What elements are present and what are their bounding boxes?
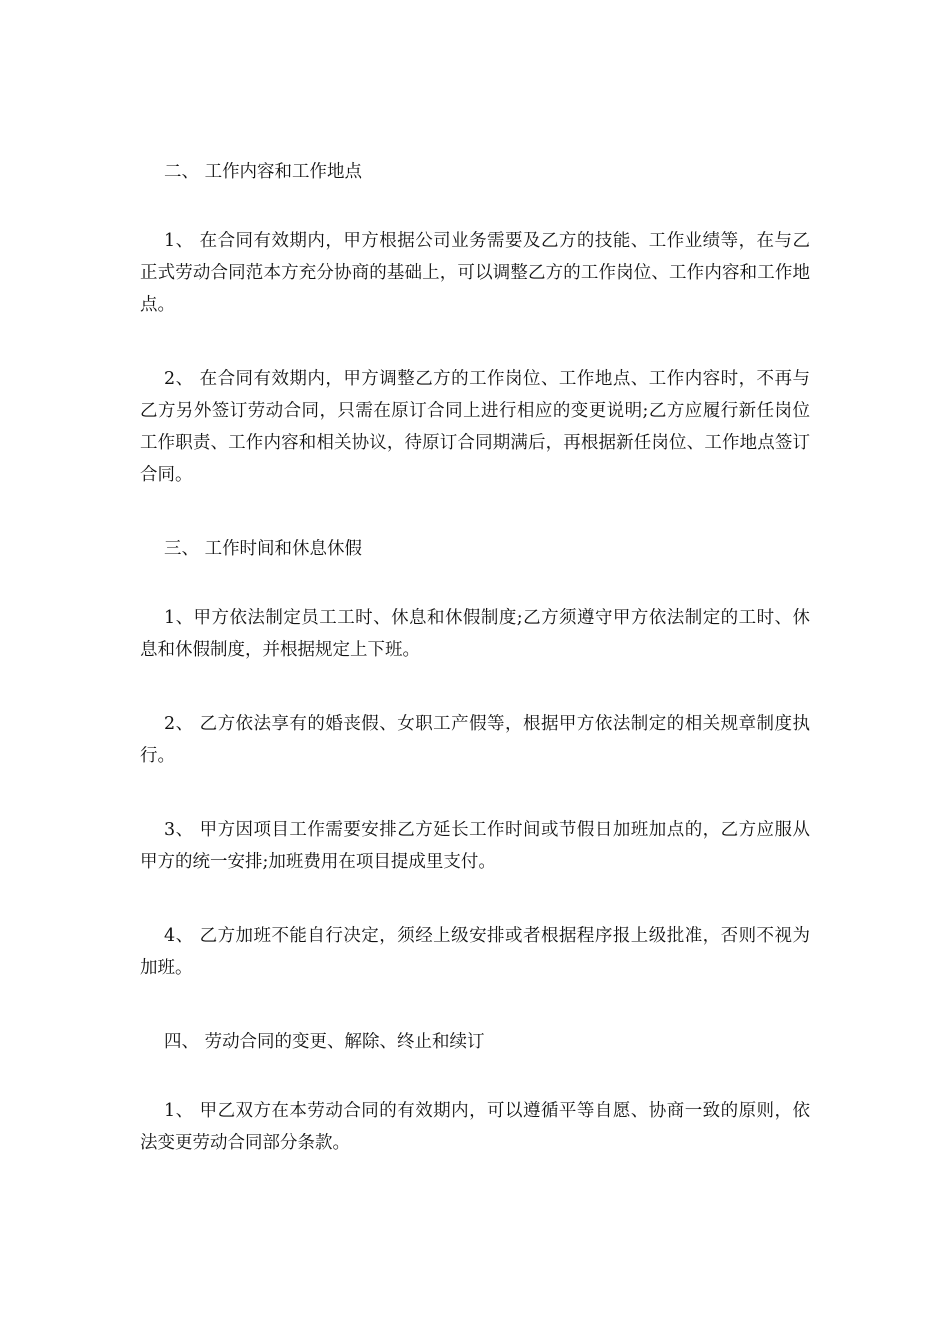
- paragraph: 3、 甲方因项目工作需要安排乙方延长工作时间或节假日加班加点的，乙方应服从甲方的统一安排;加班费用在项目提成里支付。: [140, 820, 810, 872]
- section-heading: 二、 工作内容和工作地点: [164, 162, 363, 182]
- section-heading: 四、 劳动合同的变更、解除、终止和续订: [164, 1032, 485, 1052]
- paragraph: 1、甲方依法制定员工工时、休息和休假制度;乙方须遵守甲方依法制定的工时、休息和休假制度，并根据规定上下班。: [140, 608, 810, 660]
- paragraph: 4、 乙方加班不能自行决定，须经上级安排或者根据程序报上级批准，否则不视为加班。: [140, 926, 810, 978]
- document-body: [140, 156, 810, 1159]
- section-heading: 三、 工作时间和休息休假: [164, 539, 363, 559]
- paragraph: 2、 在合同有效期内，甲方调整乙方的工作岗位、工作地点、工作内容时，不再与乙方另外签订劳动合同，只需在原订合同上进行相应的变更说明;乙方应履行新任岗位工作职责、工作内容和相关协议，待原订合同期满后，再根据新任岗位、工作地点签订合同。: [140, 369, 810, 485]
- paragraph: 1、 在合同有效期内，甲方根据公司业务需要及乙方的技能、工作业绩等，在与乙正式劳动合同范本方充分协商的基础上，可以调整乙方的工作岗位、工作内容和工作地点。: [140, 231, 810, 315]
- paragraph: 1、 甲乙双方在本劳动合同的有效期内，可以遵循平等自愿、协商一致的原则，依法变更劳动合同部分条款。: [140, 1101, 810, 1153]
- paragraph: 2、 乙方依法享有的婚丧假、女职工产假等，根据甲方依法制定的相关规章制度执行。: [140, 714, 810, 766]
